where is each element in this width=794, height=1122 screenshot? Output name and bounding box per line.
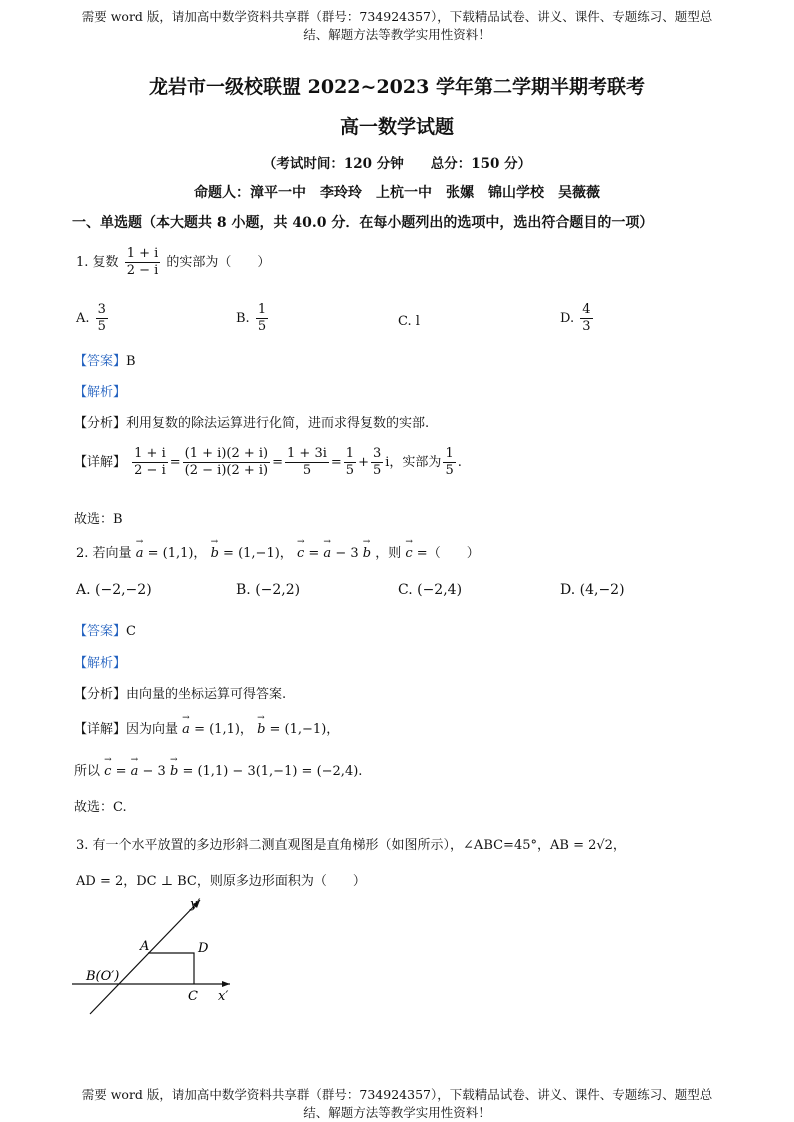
- q1-d2: [183, 446, 270, 479]
- q2-option-b: B. (−2,2): [236, 582, 301, 598]
- q2-answer: [74, 620, 136, 639]
- q1-plus: +: [358, 455, 369, 470]
- q1-analysis-label: 【解析】: [74, 385, 127, 400]
- q1-opt-a-frac: [96, 302, 108, 335]
- q1-opt-b-label: B.: [236, 311, 250, 326]
- q2-vector-a2: → a: [323, 546, 331, 561]
- q1-option-c: C. l: [398, 314, 420, 329]
- exam-authors: 命题人：漳平一中 李玲玲 上杭一中 张嫘 锦山学校 吴薇薇: [194, 185, 600, 201]
- q2-vector-b: → b: [211, 546, 219, 561]
- q2-detail-b: 所以: [74, 764, 101, 779]
- q1-choose-label: 故选：: [74, 512, 114, 527]
- q1-frac-num: 1 + i: [126, 246, 159, 261]
- q2-choose-label: 故选：: [74, 800, 114, 815]
- q2-detail-calc: [74, 760, 362, 779]
- q2-val-b: = (1,−1)，: [223, 546, 293, 561]
- q2-vector-b2: → b: [363, 546, 371, 561]
- q2-then: ，则: [375, 546, 402, 561]
- q1-choose-value: B: [113, 512, 123, 527]
- question-3-line1: 3. 有一个水平放置的多边形斜二测直观图是直角梯形（如图所示），∠ABC=45°，AB = 2√2，: [76, 838, 626, 853]
- q1-opt-a-label: A.: [76, 311, 90, 326]
- q1-result-den: 5: [445, 463, 454, 478]
- q1-answer-label: 【答案】: [74, 354, 127, 369]
- q1-option-d: [560, 302, 595, 335]
- top-banner-line1: 需要 word 版，请加高中数学资料共享群（群号：734924357），下载精品试卷、讲义、课件、专题练习、题型总: [81, 9, 713, 24]
- q3-x-arrow: [222, 981, 230, 987]
- q2-choose: [74, 796, 127, 815]
- q1-d3: [285, 446, 329, 479]
- top-banner-line2: 结、解题方法等教学实用性资料！: [303, 27, 491, 42]
- q1-eq-3: =: [330, 455, 342, 470]
- q1-option-b: [236, 302, 270, 335]
- q1-i-tail: i，实部为: [385, 455, 442, 470]
- q3-label-x: x′: [218, 989, 229, 1004]
- q1-period: .: [457, 455, 462, 470]
- q1-d5-den: 5: [372, 463, 382, 478]
- q2-calc-vector-a: → a: [131, 764, 139, 779]
- q1-d1-num: 1 + i: [134, 446, 166, 461]
- q1-detail: [74, 446, 462, 479]
- q2-option-a: A. (−2,−2): [76, 582, 152, 598]
- q2-minus3: − 3: [335, 546, 359, 561]
- q2-calc-vector-c: → c: [104, 764, 111, 779]
- q1-fenxi: [74, 412, 429, 431]
- q2-fenxi-label: 【分析】: [74, 687, 127, 702]
- q3-label-d: D: [198, 941, 209, 956]
- q2-detail-val-b: = (1,−1)，: [269, 722, 340, 737]
- q2-vector-c: → c: [297, 546, 304, 561]
- q1-suffix: 的实部为（ ）: [166, 255, 271, 270]
- q2-detail-vector-b: → b: [257, 722, 265, 737]
- q1-answer: [74, 350, 136, 369]
- q3-label-a: A: [140, 939, 150, 954]
- exam-info: （考试时间：120 分钟 总分：150 分）: [262, 156, 532, 172]
- q2-calc-result: = (1,1) − 3(1,−1) = (−2,4).: [182, 764, 363, 779]
- q1-eq-2: =: [272, 455, 284, 470]
- q1-d4: [344, 446, 356, 479]
- q1-d2-num: (1 + i)(2 + i): [184, 446, 269, 461]
- q1-d1: [132, 446, 168, 479]
- q1-opt-d-label: D.: [560, 311, 575, 326]
- exam-subtitle: 高一数学试题: [339, 116, 454, 138]
- q2-detail: [74, 718, 339, 737]
- q2-answer-label: 【答案】: [74, 624, 127, 639]
- q1-d4-den: 5: [345, 463, 355, 478]
- q1-d3-num: 1 + 3i: [287, 446, 327, 461]
- q2-detail-label: 【详解】: [74, 722, 127, 737]
- q2-fenxi-text: 由向量的坐标运算可得答案.: [126, 687, 287, 702]
- question-1-stem: [76, 246, 270, 279]
- q1-d5-num: 3: [372, 446, 382, 461]
- q2-calc-vector-b: → b: [170, 764, 178, 779]
- q1-result-num: 1: [445, 446, 454, 461]
- q1-opt-a-num: 3: [97, 302, 106, 317]
- q2-vector-c2: → c: [405, 546, 412, 561]
- q2-val-a: = (1,1)，: [147, 546, 207, 561]
- q1-eq-1: =: [169, 455, 181, 470]
- q2-tail: =（ ）: [416, 546, 480, 561]
- q2-detail-vector-a: → a: [182, 722, 190, 737]
- q1-opt-b-den: 5: [257, 319, 267, 334]
- q1-choose: [74, 508, 123, 527]
- q3-y-axis: [90, 900, 200, 1014]
- q2-detail-a: 因为向量: [126, 722, 179, 737]
- q2-option-c: C. (−2,4): [398, 582, 463, 598]
- q2-detail-val-a: = (1,1)，: [194, 722, 253, 737]
- q1-d5: [371, 446, 383, 479]
- q1-detail-label: 【详解】: [74, 455, 127, 470]
- q3-trapezoid-edges: [148, 953, 194, 984]
- q1-fraction: [125, 246, 161, 279]
- q1-d3-den: 5: [302, 463, 312, 478]
- q2-analysis-label: 【解析】: [74, 656, 127, 671]
- q1-opt-d-frac: [580, 302, 592, 335]
- q1-opt-d-den: 3: [582, 319, 591, 334]
- q2-calc-eq: =: [115, 764, 127, 779]
- question-2-stem: [76, 542, 480, 561]
- top-banner: [0, 8, 794, 44]
- q2-answer-value: C: [126, 624, 136, 639]
- q1-d4-num: 1: [345, 446, 355, 461]
- q1-opt-a-den: 5: [97, 319, 106, 334]
- q3-label-b: B(O′): [86, 969, 120, 984]
- q1-d1-den: 2 − i: [134, 463, 166, 478]
- bottom-banner-line2: 结、解题方法等教学实用性资料！: [303, 1105, 491, 1120]
- q2-option-d: D. (4,−2): [560, 582, 625, 598]
- q2-vector-a: → a: [136, 546, 144, 561]
- q1-fenxi-text: 利用复数的除法运算进行化简，进而求得复数的实部.: [126, 416, 430, 431]
- q1-option-a: [76, 302, 110, 335]
- question-3-line2: AD = 2，DC ⊥ BC，则原多边形面积为（ ）: [76, 874, 366, 889]
- q1-answer-value: B: [126, 354, 136, 369]
- bottom-banner-line1: 需要 word 版，请加高中数学资料共享群（群号：734924357），下载精品试卷、讲义、课件、专题练习、题型总: [81, 1087, 713, 1102]
- q3-label-c: C: [188, 989, 198, 1004]
- q3-label-y: y′: [190, 897, 201, 912]
- q2-stem-prefix: 2. 若向量: [76, 546, 132, 561]
- q2-choose-value: C.: [113, 800, 127, 815]
- q1-result: [443, 446, 455, 479]
- q2-calc-minus3: − 3: [142, 764, 166, 779]
- section-heading: 一、单选题（本大题共 8 小题，共 40.0 分．在每小题列出的选项中，选出符合题目的一项）: [72, 215, 654, 231]
- bottom-banner: [0, 1086, 794, 1122]
- exam-title: 龙岩市一级校联盟 2022~2023 学年第二学期半期考联考: [149, 76, 645, 98]
- q1-opt-b-frac: [256, 302, 268, 335]
- q3-figure: [60, 892, 260, 1022]
- q1-opt-b-num: 1: [257, 302, 267, 317]
- q2-val-c: =: [308, 546, 320, 561]
- q2-fenxi: [74, 683, 286, 702]
- q1-prefix: 1. 复数: [76, 255, 119, 270]
- q1-fenxi-label: 【分析】: [74, 416, 127, 431]
- q1-d2-den: (2 − i)(2 + i): [184, 463, 269, 478]
- q1-frac-den: 2 − i: [126, 263, 159, 278]
- q1-opt-d-num: 4: [582, 302, 591, 317]
